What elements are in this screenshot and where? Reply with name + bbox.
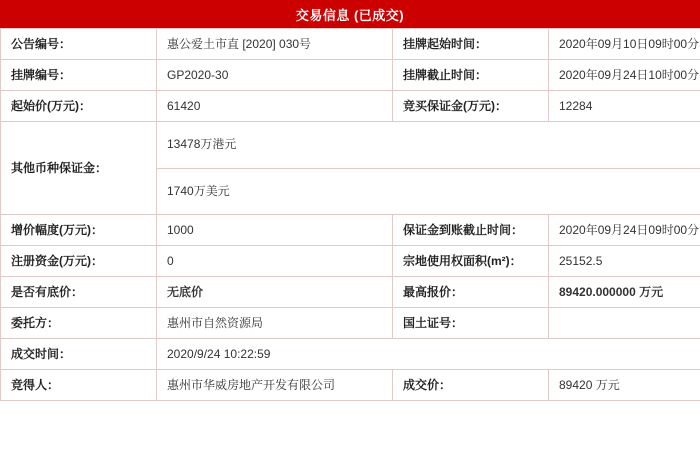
land-cert-label: 国土证号：: [393, 308, 549, 339]
registered-capital-label: 注册资金(万元)：: [1, 246, 157, 277]
entrustor-label: 委托方：: [1, 308, 157, 339]
registered-capital-value: 0: [157, 246, 393, 277]
bidder-label: 竞得人：: [1, 370, 157, 401]
page-title: 交易信息 (已成交): [295, 7, 405, 23]
deposit-value: 12284: [549, 91, 700, 122]
table-row: [1, 246, 700, 277]
other-currency-label: 其他币种保证金：: [1, 122, 157, 215]
table-row: [1, 60, 700, 91]
increment-label: 增价幅度(万元)：: [1, 215, 157, 246]
announcement-no-label: 公告编号：: [1, 29, 157, 60]
page-title-bar: [0, 0, 700, 28]
table-row: [1, 29, 700, 60]
announcement-no-value: 惠公爱土市直 [2020] 030号: [157, 29, 393, 60]
start-price-value: 61420: [157, 91, 393, 122]
land-area-label: 宗地使用权面积(m²)：: [393, 246, 549, 277]
deal-price-value: 89420 万元: [549, 370, 700, 401]
land-cert-value: [549, 308, 700, 339]
land-area-value: 25152.5: [549, 246, 700, 277]
table-row: [1, 277, 700, 308]
listing-start-value: 2020年09月10日09时00分: [549, 29, 700, 60]
table-row: [1, 370, 700, 401]
start-price-label: 起始价(万元)：: [1, 91, 157, 122]
other-currency-values: [157, 122, 700, 215]
listing-start-label: 挂牌起始时间：: [393, 29, 549, 60]
floor-price-label: 是否有底价：: [1, 277, 157, 308]
table-row: [1, 91, 700, 122]
transaction-info-table: [0, 28, 700, 401]
table-row-other-currency: [1, 122, 700, 215]
bidder-value: 惠州市华威房地产开发有限公司: [157, 370, 393, 401]
other-currency-value-1: 13478万港元: [167, 137, 237, 152]
deposit-deadline-value: 2020年09月24日09时00分: [549, 215, 700, 246]
listing-end-label: 挂牌截止时间：: [393, 60, 549, 91]
table-row: [1, 215, 700, 246]
highest-bid-value: 89420.000000 万元: [549, 277, 700, 308]
listing-no-label: 挂牌编号：: [1, 60, 157, 91]
entrustor-value: 惠州市自然资源局: [157, 308, 393, 339]
other-currency-value-2: 1740万美元: [157, 168, 700, 215]
increment-value: 1000: [157, 215, 393, 246]
table-row: [1, 339, 700, 370]
listing-end-value: 2020年09月24日10时00分: [549, 60, 700, 91]
floor-price-value: 无底价: [157, 277, 393, 308]
deal-time-value: 2020/9/24 10:22:59: [157, 339, 700, 370]
table-row: [1, 308, 700, 339]
deal-time-label: 成交时间：: [1, 339, 157, 370]
listing-no-value: GP2020-30: [157, 60, 393, 91]
deal-price-label: 成交价：: [393, 370, 549, 401]
deposit-label: 竞买保证金(万元)：: [393, 91, 549, 122]
highest-bid-label: 最高报价：: [393, 277, 549, 308]
deposit-deadline-label: 保证金到账截止时间：: [393, 215, 549, 246]
